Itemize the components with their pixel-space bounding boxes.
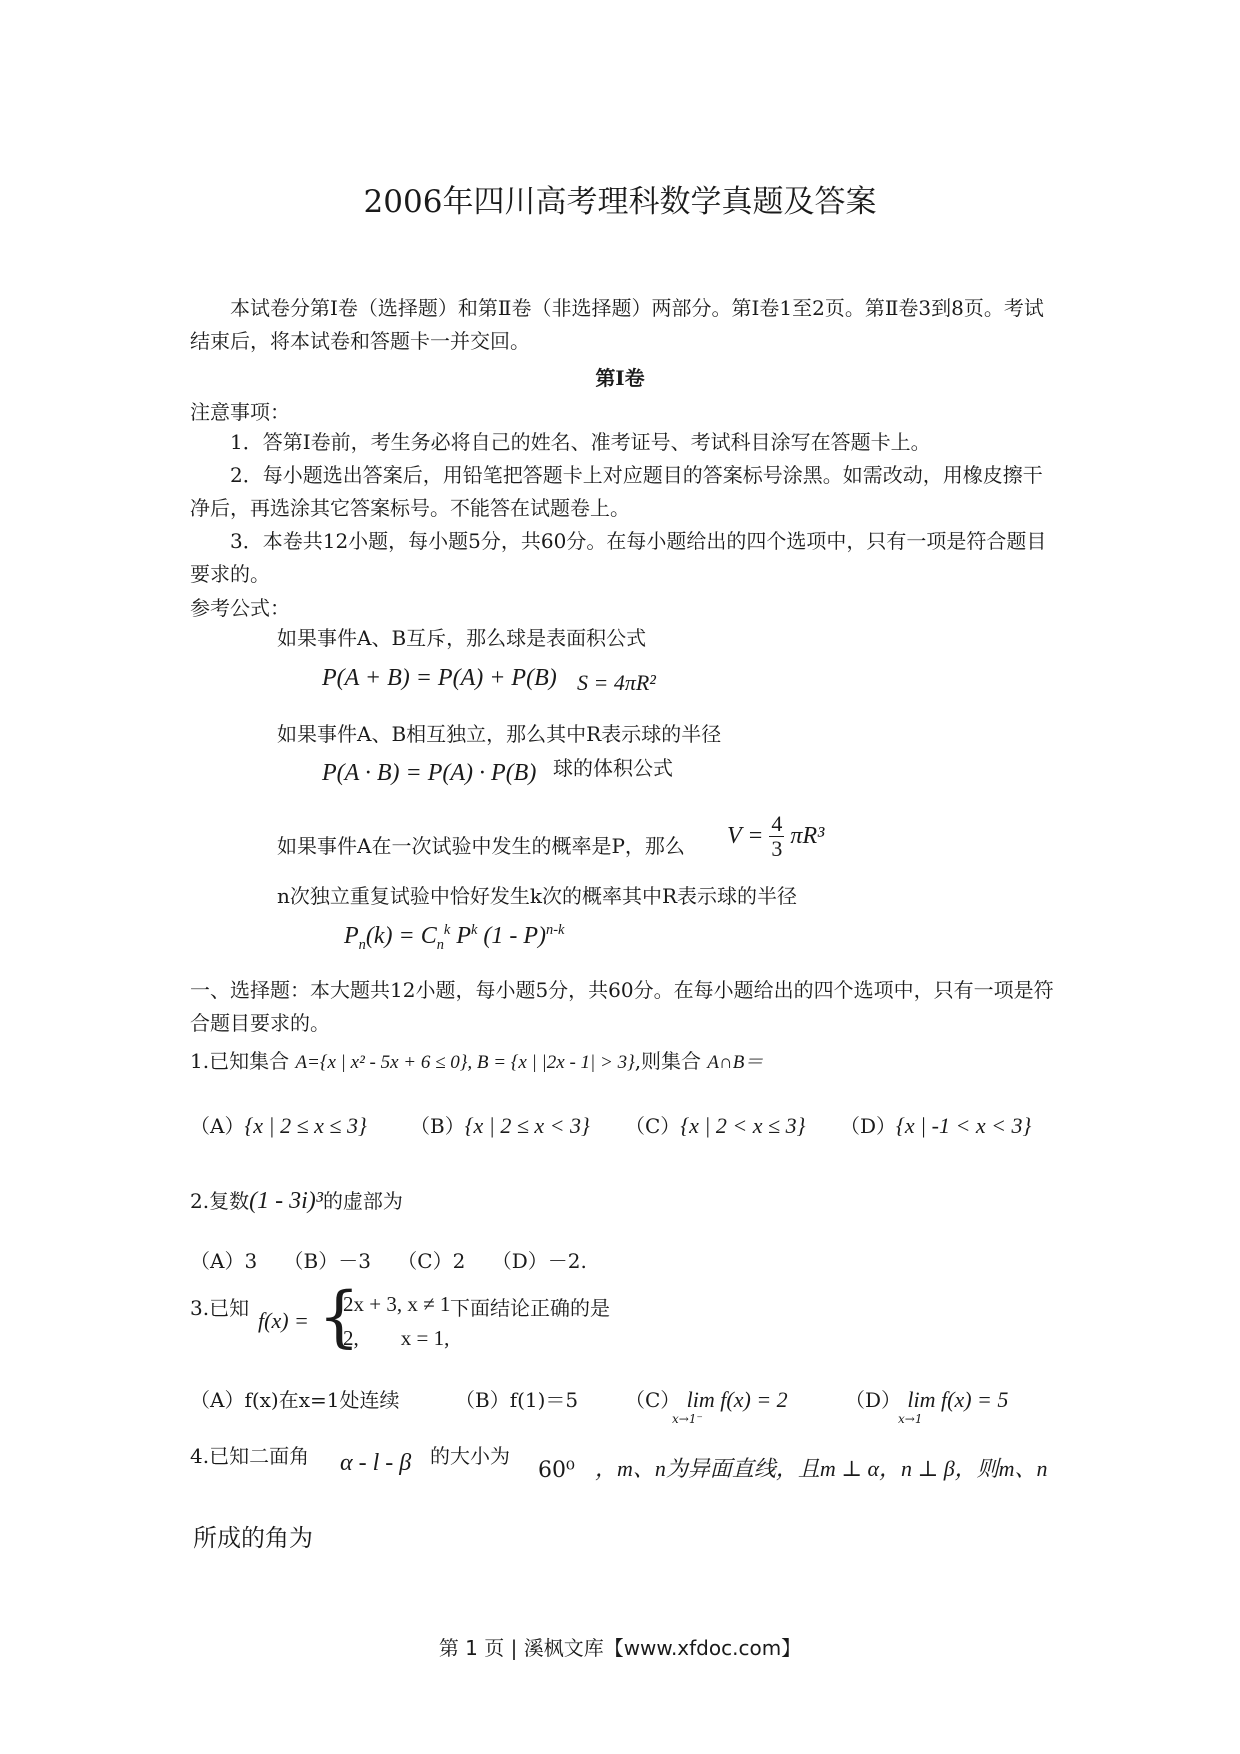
q4-rest: ，m、n为异面直线，且m ⊥ α，n ⊥ β，则m、n <box>595 1456 1048 1481</box>
q3-case-1: 2x + 3, x ≠ 1 <box>343 1292 451 1316</box>
formula-sphere-area: S = 4πR² <box>577 670 656 695</box>
q3-case-2: 2, x = 1, <box>343 1326 450 1350</box>
section1-heading: 一、选择题：本大题共12小题，每小题5分，共60分。在每小题给出的四个选项中，只有一项是符合题目要求的。 <box>190 978 1054 1035</box>
q3-option-b: （B）f(1)＝5 <box>455 1388 579 1412</box>
part1-heading: 第Ⅰ卷 <box>595 366 645 390</box>
q1-option-d: （D）{x | -1 < x < 3} <box>840 1113 1032 1138</box>
q3-option-d: （D） lim f(x) = 5 <box>845 1387 1009 1412</box>
q4-line2: 所成的角为 <box>193 1524 313 1552</box>
note-item-2: 2．每小题选出答案后，用铅笔把答题卡上对应题目的答案标号涂黑。如需改动，用橡皮擦干净后，再选涂其它答案标号。不能答在试题卷上。 <box>190 463 1043 520</box>
q2-options: （A）3 （B）－3 （C）2 （D）－2. <box>190 1249 587 1273</box>
q1-stem-text: 1.已知集合 <box>190 1049 290 1073</box>
q2-expr: (1 - 3i)³ <box>249 1188 323 1214</box>
q2-stem <box>190 1185 403 1215</box>
q1-stem <box>190 1045 763 1074</box>
formula-text-4: n次独立重复试验中恰好发生k次的概率其中R表示球的半径 <box>277 884 798 908</box>
q3-option-c: （C） lim f(x) = 2 <box>625 1387 788 1412</box>
formula-multiplication-rule: P(A · B) = P(A) · P(B) <box>322 760 537 786</box>
notes-heading: 注意事项： <box>190 400 290 424</box>
q3-option-d-sub: x→1 <box>898 1412 923 1426</box>
formula-sphere-volume: V = $\frac{4}{3}$ πR³ <box>727 811 825 861</box>
formula-text-3: 如果事件A在一次试验中发生的概率是P，那么 <box>277 834 685 858</box>
q1-option-a: （A）{x | 2 ≤ x ≤ 3} <box>190 1113 367 1138</box>
formula-text-1: 如果事件A、B互斥，那么球是表面积公式 <box>277 626 647 650</box>
q4-mid: 的大小为 <box>430 1444 510 1468</box>
q1-option-b: （B）{x | 2 ≤ x < 3} <box>410 1113 590 1138</box>
page-title: 2006年四川高考理科数学真题及答案 <box>363 184 877 220</box>
q3-option-c-sub: x→1⁻ <box>672 1412 703 1426</box>
note-item-3: 3．本卷共12小题，每小题5分，共60分。在每小题给出的四个选项中，只有一项是符合题目要求的。 <box>190 529 1047 586</box>
q1-ask: A∩B＝ <box>707 1052 764 1073</box>
q1-set-a: A={x | x² - 5x + 6 ≤ 0} <box>295 1052 468 1073</box>
q1-tail: ,则集合 <box>634 1049 702 1073</box>
q3-option-a: （A）f(x)在x=1处连续 <box>190 1388 400 1412</box>
q4-degree: 60⁰ <box>538 1458 575 1483</box>
q4-angle: α - l - β <box>340 1450 412 1476</box>
q2-tail: 的虚部为 <box>322 1189 403 1213</box>
formula-addition-rule: P(A + B) = P(A) + P(B) <box>322 665 557 691</box>
formulas-heading: 参考公式： <box>190 596 290 620</box>
formula-text-volume: 球的体积公式 <box>553 756 673 780</box>
intro-paragraph: 本试卷分第Ⅰ卷（选择题）和第Ⅱ卷（非选择题）两部分。第Ⅰ卷1至2页。第Ⅱ卷3到8页。考试结束后，将本试卷和答题卡一并交回。 <box>190 296 1044 353</box>
q4-stem: 4.已知二面角 <box>190 1444 310 1468</box>
q1-set-b: , B = {x | |2x - 1| > 3} <box>467 1052 635 1073</box>
q2-stem-text: 2.复数 <box>190 1189 250 1213</box>
q3-brace-icon: { <box>318 1278 360 1355</box>
q3-fx: f(x) = <box>258 1308 309 1333</box>
formula-binomial: $P_n(k) = C_n^k$ $P^k$ (1 - P)$^{n-k}$ <box>344 922 565 953</box>
q3-stem: 3.已知 <box>190 1296 250 1320</box>
q1-option-c: （C）{x | 2 < x ≤ 3} <box>625 1113 806 1138</box>
page-footer: 第 1 页 | 溪枫文库【www.xfdoc.com】 <box>438 1636 802 1660</box>
note-item-1: 1．答第Ⅰ卷前，考生务必将自己的姓名、准考证号、考试科目涂写在答题卡上。 <box>230 430 931 454</box>
q3-tail: 下面结论正确的是 <box>450 1296 610 1320</box>
formula-text-2: 如果事件A、B相互独立，那么其中R表示球的半径 <box>277 722 722 746</box>
